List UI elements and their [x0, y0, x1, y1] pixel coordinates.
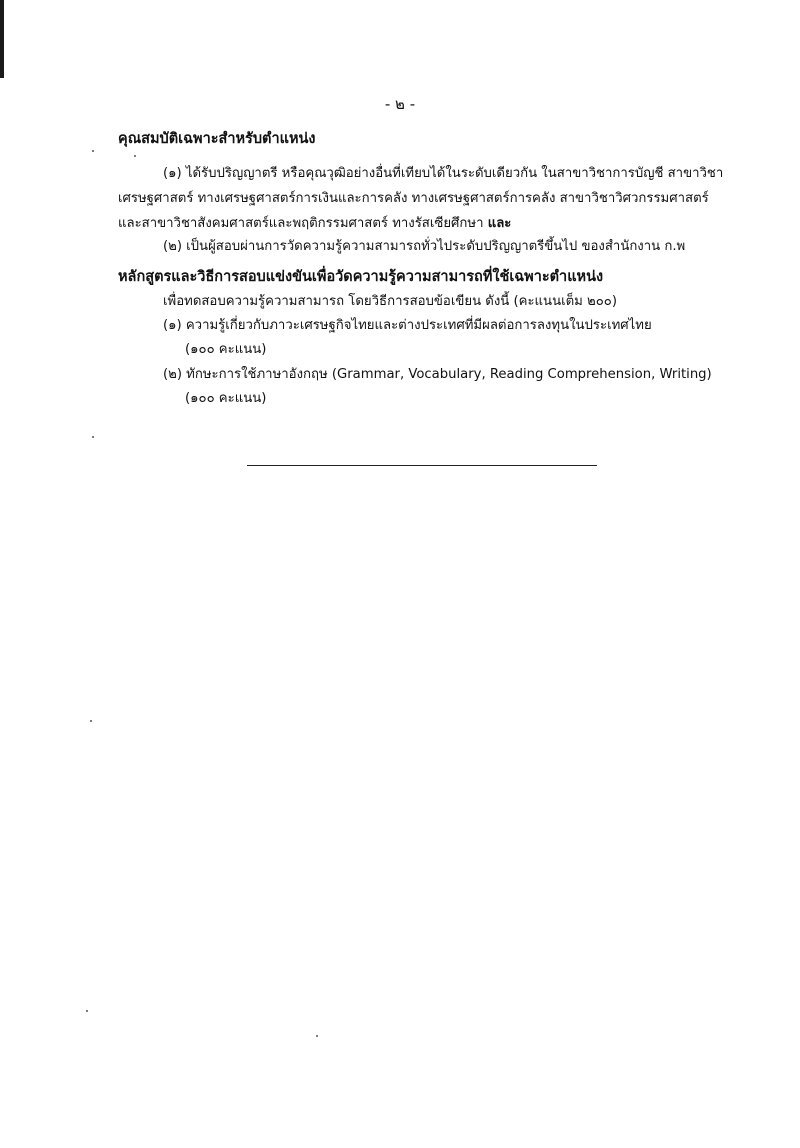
exam-item-2: (๒) ทักษะการใช้ภาษาอังกฤษ (Grammar, Vocabulary, Reading Comprehension, Writing) [163, 367, 712, 382]
scan-speck [86, 1010, 88, 1012]
qualification-item-1-line-3-text: และสาขาวิชาสังคมศาสตร์และพฤติกรรมศาสตร์ ทางรัสเซียศึกษา [118, 216, 484, 231]
exam-item-2-score: (๑๐๐ คะแนน) [185, 391, 267, 406]
qualification-item-1-line-3-bold: และ [487, 216, 512, 231]
exam-heading: หลักสูตรและวิธีการสอบแข่งขันเพื่อวัดความรู้ความสามารถที่ใช้เฉพาะตำแหน่ง [118, 269, 604, 285]
scan-speck [92, 150, 94, 152]
scan-speck [134, 155, 136, 157]
page-number: - ๒ - [384, 95, 416, 113]
scan-binder-mark [0, 0, 4, 78]
scan-speck [316, 1035, 318, 1037]
qualifications-heading: คุณสมบัติเฉพาะสำหรับตำแหน่ง [118, 131, 316, 147]
qualification-item-1-line-1: (๑) ได้รับปริญญาตรี หรือคุณวุฒิอย่างอื่นที่เทียบได้ในระดับเดียวกัน ในสาขาวิชาการบัญชี สาขาวิชา [163, 166, 724, 181]
exam-item-1: (๑) ความรู้เกี่ยวกับภาวะเศรษฐกิจไทยและต่างประเทศที่มีผลต่อการลงทุนในประเทศไทย [163, 318, 652, 333]
qualification-item-2: (๒) เป็นผู้สอบผ่านการวัดความรู้ความสามารถทั่วไประดับปริญญาตรีขึ้นไป ของสำนักงาน ก.พ [163, 239, 686, 254]
exam-item-1-score: (๑๐๐ คะแนน) [185, 342, 267, 357]
qualification-item-1-line-3 [118, 212, 511, 233]
exam-intro: เพื่อทดสอบความรู้ความสามารถ โดยวิธีการสอบข้อเขียน ดังนี้ (คะแนนเต็ม ๒๐๐) [163, 294, 617, 309]
closing-rule [247, 465, 597, 466]
qualification-item-1-line-2: เศรษฐศาสตร์ ทางเศรษฐศาสตร์การเงินและการคลัง ทางเศรษฐศาสตร์การคลัง สาขาวิชาวิศวกรรมศาสตร์ [118, 191, 709, 206]
scan-speck [90, 720, 92, 722]
scan-speck [92, 436, 94, 438]
